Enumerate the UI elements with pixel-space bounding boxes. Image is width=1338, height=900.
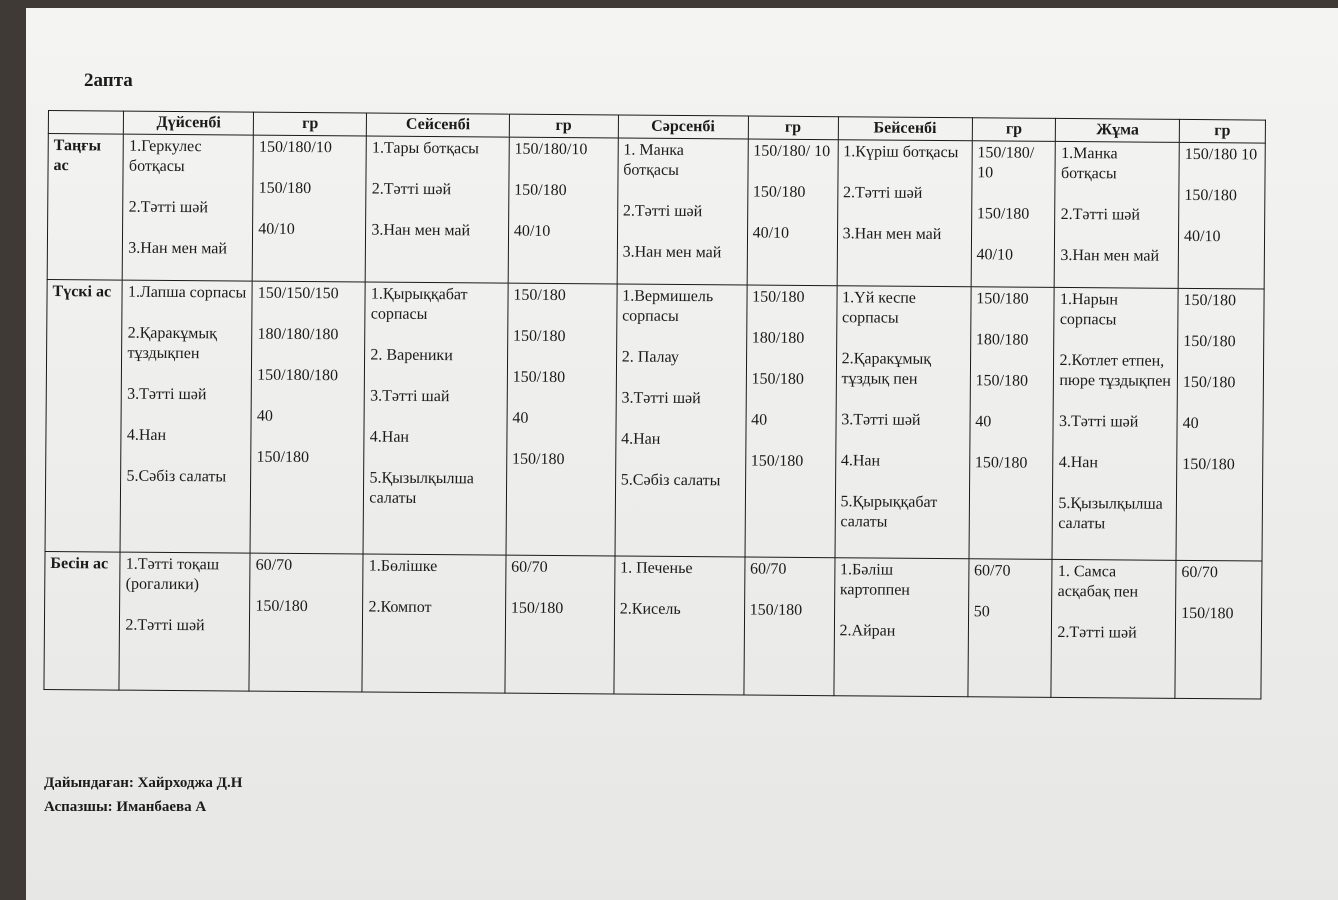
- header-day-monday: Дүйсенбі: [124, 111, 254, 135]
- grams-value: 180/180: [975, 331, 1029, 349]
- dish-item: 4.Нан: [1058, 453, 1099, 472]
- grams-value: 150/180: [750, 452, 804, 470]
- grams-value: 150/180: [1183, 291, 1237, 310]
- grams-value: 150/180: [513, 286, 566, 305]
- dish-cell: [363, 282, 508, 555]
- grams-value: 60/70: [749, 560, 787, 578]
- dish-item: 3.Тәтті шәй: [621, 389, 701, 408]
- dish-cell: [120, 280, 252, 553]
- dish-cell: [617, 138, 748, 285]
- grams-value: 40/10: [976, 246, 1014, 264]
- dish-cell: [362, 554, 506, 693]
- grams-value: 150/180: [1182, 373, 1236, 392]
- header-day-tuesday: Сейсенбі: [367, 113, 510, 137]
- dish-item: 2.Қаракұмық тұздық пен: [841, 350, 932, 388]
- dish-cell: [1052, 287, 1178, 560]
- dish-cell: [834, 558, 969, 697]
- grams-cell: [250, 281, 365, 554]
- grams-value: 60/70: [1181, 563, 1218, 582]
- dish-item: 3.Тәтті шәй: [127, 385, 207, 404]
- grams-value: 150/180: [512, 368, 566, 387]
- grams-value: 150/180: [749, 601, 803, 619]
- grams-value: 150/150/150: [257, 284, 339, 303]
- grams-value: 60/70: [974, 562, 1011, 580]
- grams-cell: [1176, 288, 1264, 561]
- grams-value: 150/180/180: [257, 366, 339, 385]
- grams-cell: [969, 287, 1055, 560]
- grams-value: 150/180: [258, 179, 312, 198]
- grams-value: 40/10: [1184, 227, 1221, 246]
- grams-value: 40: [751, 411, 768, 429]
- cook-name: Аспазшы: Иманбаева А: [44, 799, 207, 815]
- grams-value: 40/10: [258, 220, 295, 238]
- grams-value: 150/180: [1183, 332, 1236, 351]
- dish-item: 2.Тәтті шәй: [128, 198, 209, 217]
- dish-cell: [614, 556, 745, 695]
- dish-item: 2.Айран: [839, 622, 896, 640]
- dish-item: 1. Печенье: [620, 559, 693, 578]
- dish-item: 3.Нан мен май: [128, 239, 228, 258]
- grams-value: 150/180/10: [514, 140, 588, 159]
- grams-value: 150/180: [751, 370, 805, 388]
- grams-value: 50: [973, 603, 990, 621]
- grams-value: 150/180/ 10: [977, 144, 1035, 182]
- dish-item: 3.Тәтті шәй: [841, 411, 921, 429]
- grams-value: 150/180: [256, 448, 310, 467]
- dish-item: 5.Сәбіз салаты: [126, 467, 227, 486]
- grams-value: 40: [256, 407, 273, 425]
- grams-value: 40: [975, 413, 992, 431]
- grams-value: 150/180 10: [1184, 145, 1258, 164]
- grams-value: 150/180: [752, 288, 805, 306]
- paper-sheet: [26, 8, 1338, 900]
- dish-item: 1.Тары ботқасы: [372, 139, 480, 158]
- dish-cell: [119, 552, 250, 691]
- dish-item: 2.Котлет етпен, пюре тұздықпен: [1059, 351, 1171, 390]
- dish-item: 2. Палау: [621, 348, 679, 366]
- grams-value: 60/70: [255, 556, 293, 574]
- header-grams: гр: [509, 114, 618, 138]
- dish-item: 2.Тәтті шәй: [1057, 623, 1137, 642]
- grams-value: 40: [1182, 414, 1199, 433]
- dish-item: 1.Геркулес ботқасы: [128, 137, 202, 176]
- dish-cell: [615, 284, 747, 557]
- grams-value: 150/180: [1181, 604, 1234, 623]
- grams-value: 180/180: [751, 329, 805, 347]
- dish-item: 3.Нан мен май: [842, 225, 942, 244]
- dish-item: 1.Лапша сорпасы: [127, 283, 247, 302]
- header-grams: гр: [972, 118, 1056, 142]
- dish-item: 1. Манка ботқасы: [623, 141, 685, 179]
- header-cell: [48, 111, 124, 135]
- grams-cell: [249, 553, 363, 692]
- dish-cell: [123, 134, 254, 281]
- grams-value: 150/180: [1182, 455, 1235, 474]
- meal-row: [47, 134, 1265, 290]
- dish-item: 5.Сәбіз салаты: [620, 471, 721, 490]
- grams-value: 150/180: [1184, 186, 1237, 205]
- dish-item: 2.Тәтті шәй: [622, 202, 703, 221]
- meal-label: Бесін ас: [44, 551, 120, 690]
- dish-item: 5.Қызылқылша салаты: [369, 469, 474, 507]
- grams-value: 150/180: [514, 181, 567, 200]
- grams-value: 150/180: [976, 205, 1030, 223]
- prepared-by: Дайындаған: Хайрходжа Д.Н: [44, 775, 243, 791]
- page-title: 2апта: [84, 70, 133, 91]
- grams-value: 150/180: [512, 450, 565, 469]
- dish-item: 2.Тәтті шәй: [125, 616, 205, 635]
- grams-cell: [745, 285, 837, 558]
- grams-value: 40/10: [752, 224, 790, 242]
- dish-item: 4.Нан: [126, 426, 167, 444]
- dish-item: 4.Нан: [840, 452, 881, 470]
- dish-item: 1.Тәтті тоқаш (рогалики): [125, 555, 220, 594]
- footer: [44, 771, 242, 819]
- dish-item: 2.Компот: [368, 598, 432, 617]
- dish-item: 3.Нан мен май: [622, 243, 722, 262]
- dish-cell: [1055, 141, 1180, 288]
- grams-value: 180/180/180: [257, 325, 339, 344]
- meal-row: [44, 551, 1262, 699]
- grams-value: 150/180: [512, 327, 566, 346]
- grams-cell: [971, 141, 1056, 288]
- grams-cell: [1178, 142, 1265, 289]
- weekly-menu-table: [43, 110, 1266, 700]
- dish-cell: [1051, 559, 1176, 698]
- dish-item: 1.Күріш ботқасы: [843, 143, 959, 162]
- dish-item: 1. Самса асқабақ пен: [1057, 562, 1139, 601]
- header-grams: гр: [254, 112, 367, 136]
- dish-item: 2.Қаракұмық тұздықпен: [127, 324, 218, 363]
- meal-label: Таңғы ас: [47, 134, 124, 281]
- dish-item: 2.Кисель: [619, 600, 681, 618]
- dish-item: 5.Қызылқылша салаты: [1058, 494, 1163, 533]
- meal-label: Түскі ас: [45, 279, 123, 552]
- header-day-friday: Жұма: [1056, 118, 1180, 142]
- dish-item: 3.Нан мен май: [371, 221, 471, 240]
- grams-value: 150/180: [974, 454, 1028, 472]
- grams-cell: [252, 135, 366, 282]
- grams-cell: [1175, 560, 1262, 699]
- grams-value: 60/70: [511, 558, 548, 576]
- grams-cell: [506, 283, 617, 556]
- grams-cell: [744, 557, 835, 696]
- dish-item: 1.Бөлішке: [368, 557, 438, 576]
- dish-item: 4.Нан: [369, 428, 410, 446]
- header-day-wednesday: Сәрсенбі: [618, 115, 748, 139]
- header-grams: гр: [1179, 119, 1265, 143]
- dish-item: 3.Нан мен май: [1060, 246, 1160, 265]
- dish-cell: [835, 286, 971, 559]
- dish-item: 2.Тәтті шәй: [842, 184, 923, 202]
- grams-cell: [968, 559, 1053, 698]
- dish-item: 2. Вареники: [370, 346, 453, 365]
- meal-row: [45, 279, 1264, 561]
- grams-value: 40: [512, 409, 529, 427]
- header-day-thursday: Бейсенбі: [838, 117, 972, 141]
- dish-item: 1.Бәліш картоппен: [839, 561, 910, 599]
- dish-item: 1.Қырыққабат сорпасы: [370, 285, 468, 323]
- dish-item: 4.Нан: [621, 430, 661, 448]
- dish-item: 2.Тәтті шәй: [371, 180, 452, 199]
- dish-item: 2.Тәтті шәй: [1060, 205, 1141, 224]
- dish-item: 1.Нарын сорпасы: [1059, 290, 1119, 329]
- dish-item: 3.Тәтті шай: [370, 387, 450, 406]
- dish-item: 5.Қырыққабат салаты: [840, 493, 938, 531]
- grams-cell: [505, 555, 615, 694]
- header-grams: гр: [748, 116, 838, 140]
- grams-value: 150/180: [510, 599, 564, 618]
- grams-cell: [747, 139, 838, 286]
- grams-cell: [508, 137, 618, 284]
- dish-item: 3.Тәтті шәй: [1058, 412, 1139, 431]
- grams-value: 150/180: [975, 372, 1029, 390]
- dish-item: 1.Үй кеспе сорпасы: [841, 289, 917, 327]
- dish-cell: [837, 140, 972, 287]
- grams-value: 40/10: [513, 222, 551, 240]
- grams-value: 150/180: [976, 290, 1029, 308]
- dish-cell: [366, 136, 510, 283]
- dish-item: 1.Вермишель сорпасы: [622, 287, 714, 325]
- grams-value: 150/180: [255, 597, 308, 616]
- grams-value: 150/180: [752, 183, 806, 201]
- grams-value: 150/180/10: [258, 138, 332, 157]
- dish-item: 1.Манка ботқасы: [1060, 144, 1118, 183]
- grams-value: 150/180/ 10: [753, 142, 831, 161]
